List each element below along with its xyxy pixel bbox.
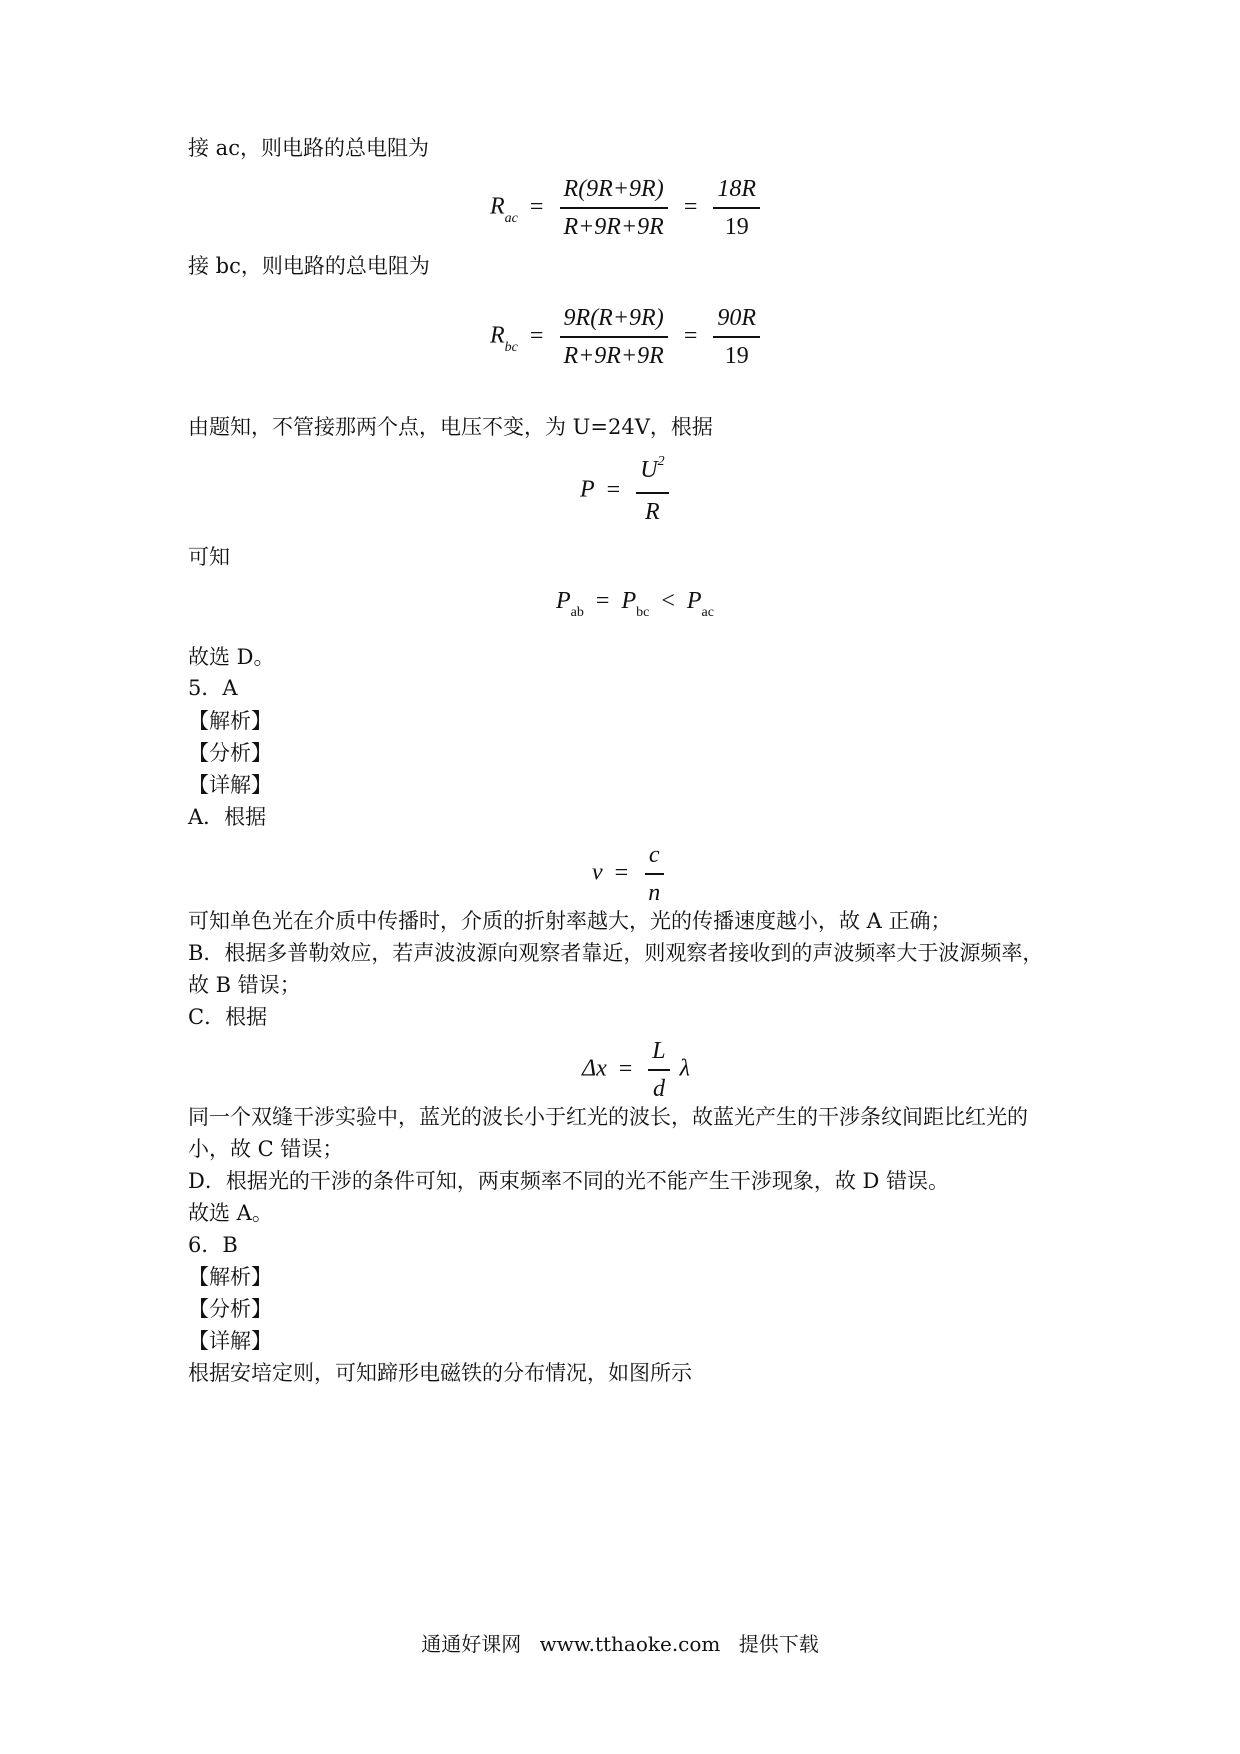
text-line: 接 bc，则电路的总电阻为	[188, 254, 430, 278]
section-heading: 【分析】	[188, 741, 272, 765]
text-line: B．根据多普勒效应，若声波波源向观察者靠近，则观察者接收到的声波频率大于波源频率，	[188, 941, 1044, 965]
fraction	[644, 840, 664, 908]
eq-subscript: ac	[504, 210, 518, 226]
text-line: 同一个双缝干涉实验中，蓝光的波长小于红光的波长，故蓝光产生的干涉条纹间距比红光的	[188, 1105, 1028, 1129]
eq-symbol: R	[490, 322, 505, 349]
equation-rbc: $R_{bc}$ = $\frac{9R(R+9R)}{R+9R+9R}$ = $\frac{90R}{19}$	[490, 303, 764, 371]
question-number: 6．B	[188, 1233, 238, 1257]
section-heading: 【详解】	[188, 1329, 272, 1353]
text-line: C．根据	[188, 1005, 268, 1029]
equation-fringe: Δx = $\frac{L}{d}$ λ	[582, 1038, 691, 1102]
fraction-denominator: 19	[724, 343, 749, 369]
equation-compare: $P_{ab} = P_{bc} < P_{ac}$	[556, 588, 714, 620]
fraction	[713, 174, 760, 242]
text-line: 根据安培定则，可知蹄形电磁铁的分布情况，如图所示	[188, 1361, 692, 1385]
fraction-numerator: $U^2$	[636, 455, 668, 494]
equation-power: P = $\frac{U^2}{R}$	[580, 455, 673, 527]
fraction-numerator: 18R	[713, 174, 760, 209]
section-heading: 【详解】	[188, 773, 272, 797]
text-line: 小，故 C 错误；	[188, 1137, 344, 1161]
fraction-denominator: n	[648, 880, 661, 906]
equation-speed: v = $\frac{c}{n}$	[592, 840, 668, 908]
footer-site-name: 通通好课网	[421, 1632, 522, 1656]
text-line: 故选 A。	[188, 1201, 273, 1225]
footer-url[interactable]: www.tthaoke.com	[539, 1632, 721, 1656]
text-line: 接 ac，则电路的总电阻为	[188, 136, 429, 160]
fraction-numerator: 90R	[713, 303, 760, 338]
fraction-denominator: R+9R+9R	[563, 343, 664, 369]
text-line: A．根据	[188, 805, 267, 829]
section-heading: 【分析】	[188, 1297, 272, 1321]
text-line: 可知单色光在介质中传播时，介质的折射率越大，光的传播速度越小，故 A 正确；	[188, 909, 952, 933]
fraction-denominator: d	[652, 1076, 665, 1102]
section-heading: 【解析】	[188, 709, 272, 733]
fraction-numerator: R(9R+9R)	[560, 174, 668, 209]
fraction-denominator: R+9R+9R	[563, 214, 664, 240]
equation-rac: $R_{ac}$ = $\frac{R(9R+9R)}{R+9R+9R}$ = $\frac{18R}{19}$	[490, 174, 764, 242]
page-footer	[0, 1628, 1240, 1657]
eq-subscript: bc	[504, 339, 518, 355]
fraction-denominator: 19	[724, 214, 749, 240]
question-number: 5．A	[188, 676, 238, 700]
eq-superscript: 2	[657, 454, 665, 469]
fraction	[713, 303, 760, 371]
eq-symbol: R	[490, 193, 505, 220]
text-line: 故选 D。	[188, 645, 275, 669]
fraction-numerator: 9R(R+9R)	[560, 303, 668, 338]
fraction	[559, 174, 667, 242]
text-line: 由题知，不管接那两个点，电压不变，为 U=24V，根据	[188, 415, 713, 439]
fraction	[648, 1036, 669, 1104]
fraction-denominator: R	[645, 499, 660, 525]
eq-symbol: P	[580, 476, 595, 503]
text-line: D．根据光的干涉的条件可知，两束频率不同的光不能产生干涉现象，故 D 错误。	[188, 1169, 950, 1193]
fraction-numerator: L	[648, 1036, 669, 1071]
text-line: 故 B 错误；	[188, 973, 301, 997]
text-line: 可知	[188, 545, 230, 569]
footer-suffix: 提供下载	[738, 1632, 819, 1656]
fraction-numerator: c	[645, 840, 664, 875]
fraction	[636, 455, 668, 527]
fraction	[559, 303, 667, 371]
section-heading: 【解析】	[188, 1265, 272, 1289]
